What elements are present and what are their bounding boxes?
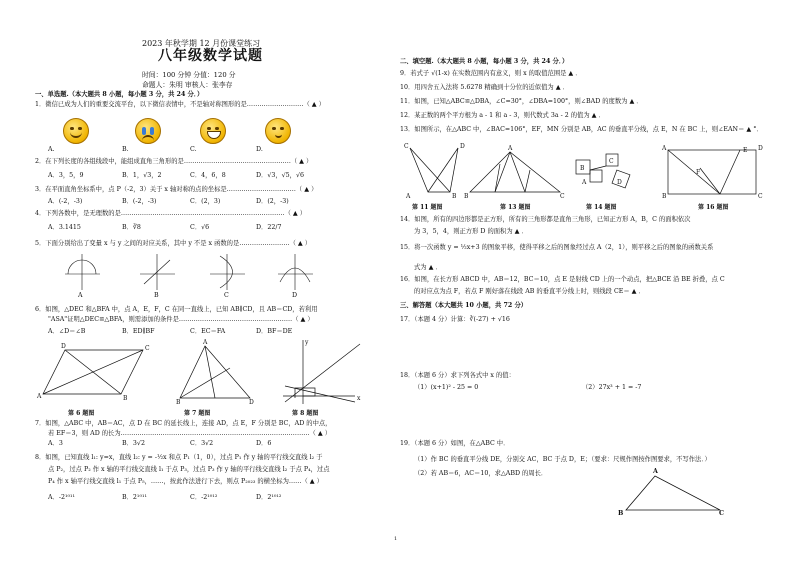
- figures-11-13-14-16: [400, 140, 770, 202]
- q5-label-a: A: [78, 292, 83, 299]
- q8-text-3: P₄ 作 x 轴平行线交直线 l₁ 于点 P₅，……，按此作法进行下去，则点 P₂₀₂₃ 的横坐标为……（ ▲ ）: [48, 478, 323, 485]
- q18-part1: （1）(x+1)² - 25 = 0: [414, 384, 479, 391]
- q1-text: 1．微信已成为人们的重要交流平台，以下微信表情中，不是轴对称图形的是………………………（ ▲ ）: [35, 101, 325, 108]
- q7-option-c: C．3√2: [190, 440, 214, 447]
- q6-option-a: A．∠D＝∠B: [48, 328, 86, 335]
- q9-text: 9．若式子 √(1-x) 在实数范围内有意义，则 x 的取值范围是 ▲ ．: [400, 70, 582, 77]
- q5-label-d: D: [292, 292, 298, 299]
- fig11-caption: 第 11 题图: [412, 204, 443, 211]
- svg-text:B: B: [123, 395, 128, 402]
- q18-text: 18．（本题 6 分）求下列各式中 x 的值：: [400, 372, 515, 379]
- q3-option-d: D．(2，-3): [256, 198, 289, 205]
- svg-text:A: A: [37, 393, 42, 400]
- svg-text:x: x: [357, 395, 361, 402]
- svg-text:A: A: [662, 145, 667, 152]
- time-score: 时间：100 分钟 分值：120 分: [142, 71, 236, 79]
- q5-text: 5．下面分别给出了变量 x 与 y 之间的对应关系，其中 y 不是 x 函数的是……………………（ ▲ ）: [35, 240, 312, 247]
- svg-text:D: D: [460, 143, 465, 150]
- q4-option-d: D．22/7: [256, 224, 282, 231]
- q4-text: 4．下列各数中，是无理数的是……………………………………………………………………（ ▲ ）: [35, 210, 307, 217]
- q2-option-a: A．3，5，9: [48, 172, 84, 179]
- q6-option-c: C．EC＝FA: [190, 328, 226, 335]
- q19-part2: （2）若 AB＝6，AC＝10，求△ABD 的周长．: [414, 470, 548, 477]
- svg-text:A: A: [203, 339, 208, 346]
- q17-text: 17．（本题 4 分）计算：∛(-27) + √16: [400, 316, 510, 323]
- q3-option-c: C．(2，3): [190, 198, 221, 205]
- svg-text:B: B: [662, 193, 667, 200]
- section1-heading: 一、单选题.（本大题共 8 小题，每小题 3 分，共 24 分．）: [35, 91, 204, 98]
- svg-text:D: D: [249, 399, 254, 406]
- q7-text-2: 若 EF＝3，则 AD 的长为………………………………………………………………………………（ ▲ ）: [48, 430, 331, 437]
- q12-text: 12．某正数的两个平方根为 a - 1 和 a - 3，则代数式 3a - 2 的值为 ▲ ．: [400, 112, 605, 119]
- q16-text-2: 的对应点为点 F，若点 F 刚好落在线段 AB 的垂直平分线上时，则线段 CE＝ ▲ ．: [414, 288, 645, 295]
- q1-option-b: B.: [122, 146, 129, 153]
- q1-option-c: C.: [190, 146, 197, 153]
- svg-text:A: A: [582, 179, 587, 186]
- q4-option-a: A．3.1415: [48, 224, 81, 231]
- svg-text:D: D: [617, 179, 622, 186]
- q7-option-b: B．3√2: [122, 440, 145, 447]
- q19-part1: （1）作 BC 的垂直平分线 DE，分别交 AC，BC 于点 D，E；（要求：尺规作图按作图要求，不写作法．）: [414, 456, 711, 463]
- exam-term: 2023 年秋学期 12 月份课堂练习: [142, 39, 261, 48]
- q14-text: 14．如图，所有的四边形都是正方形，所有的三角形都是直角三角形，已知正方形 A，B，C 的面积依次: [400, 216, 691, 223]
- svg-text:C: C: [145, 345, 150, 352]
- svg-text:E: E: [743, 147, 748, 154]
- q3-option-b: B．(-2，-3): [122, 198, 157, 205]
- smile-emoji-icon: [63, 118, 89, 144]
- section2-heading: 二、填空题.（本大题共 8 小题，每小题 3 分，共 24 分．）: [400, 58, 569, 65]
- page-number: 1: [394, 536, 398, 542]
- authors: 命题人：朱明 审核人：张李存: [142, 81, 233, 89]
- q7-option-d: D．6: [256, 440, 272, 447]
- svg-text:B: B: [452, 193, 457, 200]
- svg-text:A: A: [508, 145, 513, 152]
- fig7-caption: 第 7 题图: [184, 410, 211, 417]
- q2-option-d: D．√3，√5，√6: [256, 172, 304, 179]
- svg-text:C: C: [609, 158, 614, 165]
- q14-text-2: 为 3，5，4，则正方形 D 的面积为 ▲ ．: [414, 228, 528, 235]
- q7-text: 7．如图，△ABC 中，AB＝AC，点 D 在 BC 的延长线上，连接 AD，点 E，F 分别是 BC，AD 的中点，: [35, 420, 332, 427]
- q8-text: 8．如图，已知直线 l₁: y=x，直线 l₂: y = -½x 和点 P₁（1，0），过点 P₁ 作 y 轴的平行线交直线 l₂ 于: [35, 454, 323, 461]
- q8-option-d: D．2¹⁰¹²: [256, 494, 282, 501]
- fig6-caption: 第 6 题图: [68, 410, 95, 417]
- triangle-label-c: C: [719, 510, 725, 517]
- q19-text: 19．（本题 6 分）如图，在△ABC 中．: [400, 440, 510, 447]
- fig14-caption: 第 14 题图: [586, 204, 617, 211]
- q5-label-c: C: [224, 292, 229, 299]
- q8-text-2: 点 P₂，过点 P₂ 作 x 轴的平行线交直线 l₁ 于点 P₃，过点 P₃ 作 y 轴的平行线交直线 l₂ 于点 P₄，过点: [48, 466, 330, 473]
- q6-text-2: "ASA"证明△DEC≌△BFA，则需添加的条件是………………………………………………（ ▲ ）: [48, 316, 314, 323]
- svg-text:y: y: [305, 339, 309, 346]
- crying-emoji-icon: [135, 118, 161, 144]
- q2-text: 2．在下列长度的各组线段中，能组成直角三角形的是……………………………………………（ ▲ ）: [35, 158, 313, 165]
- q6-option-b: B．ED∥BF: [122, 328, 155, 335]
- q15-text-2: 式为 ▲ ．: [414, 264, 442, 271]
- svg-text:A: A: [406, 193, 411, 200]
- grin-emoji-icon: [200, 118, 226, 144]
- q19-triangle: [620, 468, 730, 520]
- fig8-caption: 第 8 题图: [292, 410, 319, 417]
- svg-text:C: C: [758, 193, 763, 200]
- svg-text:B: B: [464, 193, 469, 200]
- q10-text: 10．用四舍五入法将 5.6278 精确到十分位的近似值为 ▲ ．: [400, 84, 569, 91]
- triangle-label-b: B: [618, 510, 624, 517]
- figures-6-7-8: [35, 338, 380, 406]
- section3-heading: 三、解答题（本大题共 10 小题，共 72 分）: [400, 302, 528, 309]
- q1-option-a: A.: [48, 146, 55, 153]
- fig13-caption: 第 13 题图: [500, 204, 531, 211]
- q3-option-a: A．(-2，-3): [48, 198, 83, 205]
- q5-label-b: B: [154, 292, 159, 299]
- svg-text:D: D: [758, 145, 763, 152]
- svg-text:F: F: [696, 169, 701, 176]
- q5-graphs: [60, 252, 360, 292]
- q11-text: 11．如图，已知△ABC≌△DBA，∠C=30°，∠DBA=100°，则∠BAD 的度数为 ▲ ．: [400, 98, 643, 105]
- q4-option-b: B．∛8: [122, 224, 141, 231]
- q6-option-d: D．BF＝DE: [256, 328, 293, 335]
- q4-option-c: C．√6: [190, 224, 210, 231]
- q13-text: 13．如图所示，在△ABC 中，∠BAC=106°，EF，MN 分别是 AB，AC 的垂直平分线，点 E，N 在 BC 上，则∠EAN＝ ▲ °．: [400, 126, 763, 133]
- triangle-label-a: A: [653, 468, 658, 475]
- q8-option-c: C．-2¹⁰¹²: [190, 494, 218, 501]
- fig16-caption: 第 16 题图: [698, 204, 729, 211]
- svg-text:C: C: [404, 143, 409, 150]
- thinking-emoji-icon: [265, 118, 291, 144]
- q3-text: 3．在平面直角坐标系中，点 P（-2，3）关于 x 轴对称的点的坐标是……………………………（ ▲ ）: [35, 186, 318, 193]
- q15-text: 15．将一次函数 y = ½x+3 的图象平移，使得平移之后的图象经过点 A（2，1），则平移之后的图象的函数关系: [400, 244, 714, 251]
- svg-text:B: B: [176, 399, 181, 406]
- svg-text:D: D: [61, 343, 66, 350]
- exam-title: 八年级数学试题: [158, 48, 263, 64]
- q1-option-d: D.: [256, 146, 263, 153]
- svg-text:C: C: [560, 193, 565, 200]
- q16-text: 16．如图，在长方形 ABCD 中，AB＝12，BC＝10，点 E 是射线 CD 上的一个动点，把△BCE 沿 BE 折叠，点 C: [400, 276, 725, 283]
- q8-option-a: A．-2¹⁰¹¹: [48, 494, 76, 501]
- q2-option-c: C．4，6，8: [190, 172, 226, 179]
- svg-text:B: B: [580, 165, 585, 172]
- q18-part2: （2）27x³ + 1 = -7: [582, 384, 642, 391]
- q7-option-a: A．3: [48, 440, 63, 447]
- q6-text: 6．如图，△DEC 和△BFA 中，点 A，E，F，C 在同一直线上，已知 AB∥CD，且 AB＝CD，若利用: [35, 306, 318, 313]
- q2-option-b: B．1，√3，2: [122, 172, 162, 179]
- q8-option-b: B．2¹⁰¹¹: [122, 494, 148, 501]
